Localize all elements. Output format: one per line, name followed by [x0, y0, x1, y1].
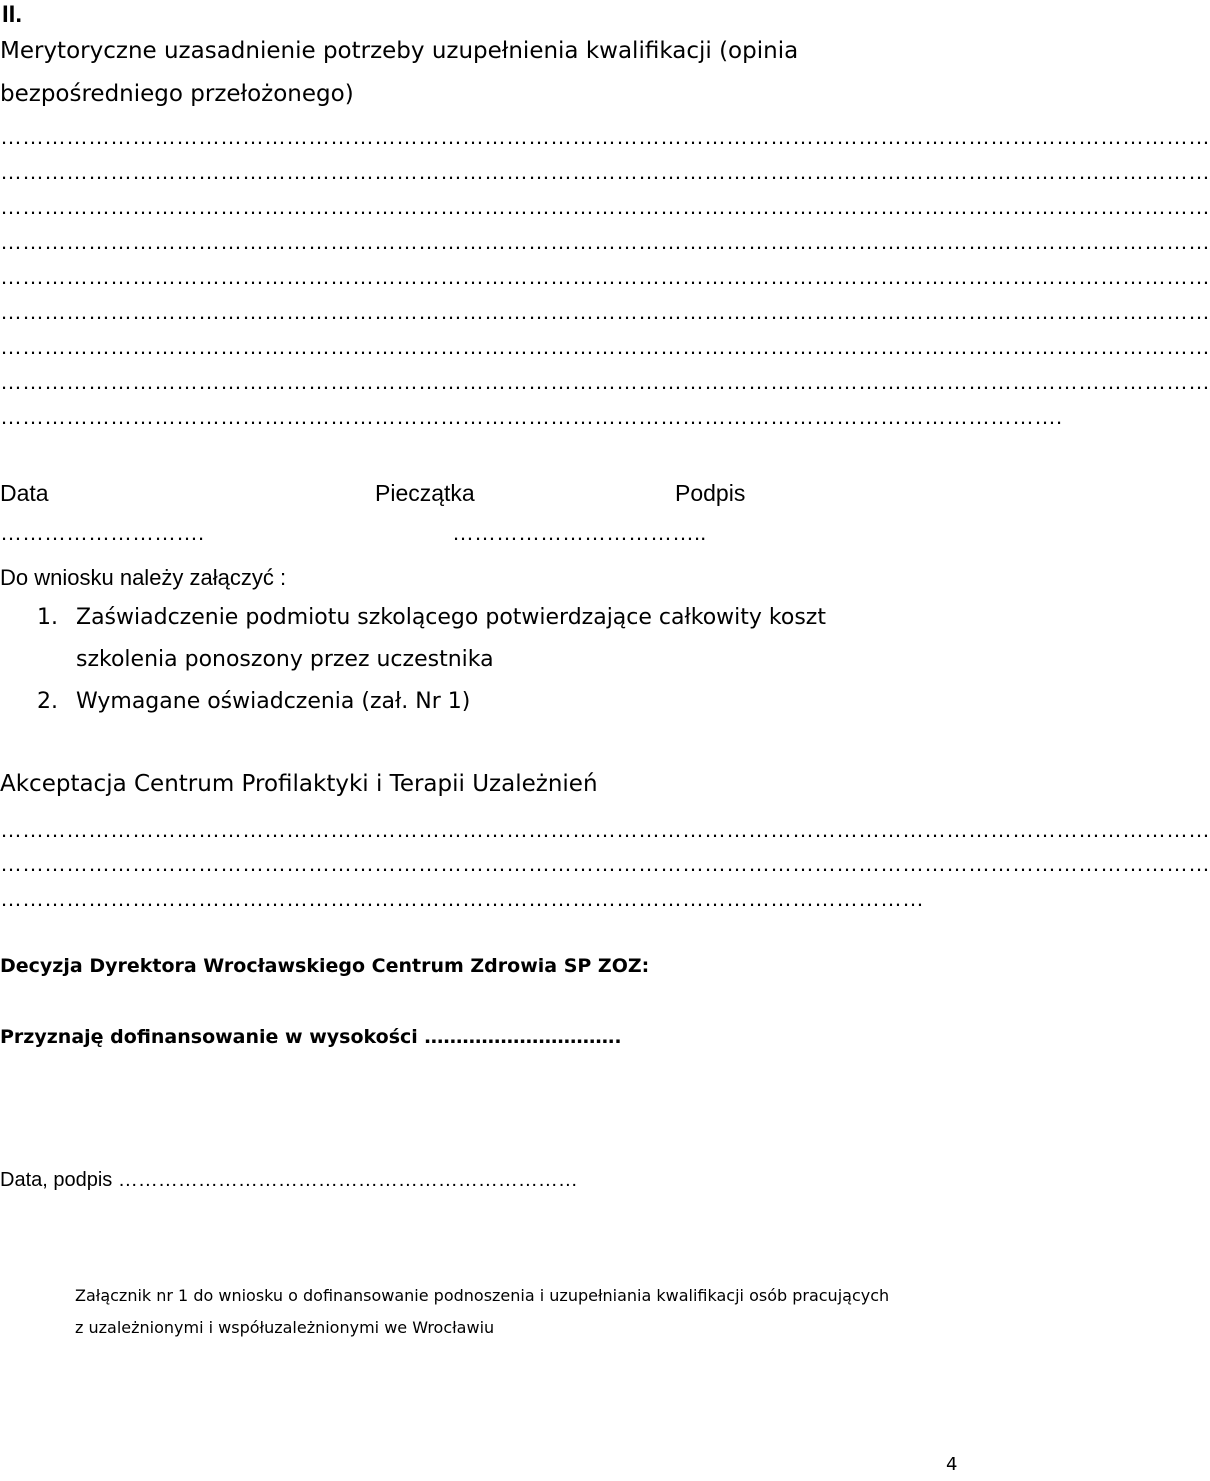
attachment-item-text: Zaświadczenie podmiotu szkolącego potwierdzające całkowity koszt	[76, 605, 826, 630]
opinion-line[interactable]: …………………………………………………………………………………………………………………………………………………	[0, 229, 1210, 254]
opinion-line[interactable]: …………………………………………………………………………………………………………………………………………………	[0, 334, 1210, 359]
opinion-line[interactable]: …………………………………………………………………………………………………………………………………………………	[0, 159, 1210, 184]
opinion-line[interactable]: …………………………………………………………………………………………………………………………………………………	[0, 264, 1210, 289]
grant-label: Przyznaję dofinansowanie w wysokości	[0, 1026, 425, 1048]
grant-text	[0, 1028, 622, 1047]
acceptance-line[interactable]: …………………………………………………………………………………………………………………………………………………	[0, 851, 1210, 876]
stamp-label: Pieczątka	[375, 480, 475, 506]
attachment-item-text: Wymagane oświadczenia (zał. Nr 1)	[76, 689, 471, 714]
attachment-item-number: 2.	[37, 689, 58, 714]
final-signature-dots[interactable]: ……………………………………………………………	[117, 1169, 578, 1191]
section-heading-line1: Merytoryczne uzasadnienie potrzeby uzupełnienia kwalifikacji (opinia	[0, 38, 799, 64]
signature-label: Podpis	[675, 480, 746, 506]
footer-note-line2: z uzależnionymi i współuzależnionymi we Wrocławiu	[75, 1318, 495, 1337]
footer-note-line1: Załącznik nr 1 do wniosku o dofinansowanie podnoszenia i uzupełniania kwalifikacji osób pracujących	[75, 1286, 890, 1305]
final-signature	[0, 1170, 578, 1190]
decision-heading: Decyzja Dyrektora Wrocławskiego Centrum Zdrowia SP ZOZ:	[0, 955, 650, 977]
opinion-line[interactable]: …………………………………………………………………………………………………………………………………………………	[0, 124, 1210, 149]
attachment-item-text-cont: szkolenia ponoszony przez uczestnika	[76, 647, 494, 672]
signature-dots[interactable]: ……………………………..	[452, 520, 707, 545]
final-signature-label: Data, podpis	[0, 1169, 118, 1191]
opinion-line[interactable]: ……………………………………………………………………………………………………………………………….	[0, 404, 1063, 429]
page-number: 4	[946, 1454, 958, 1475]
acceptance-line[interactable]: ………………………………………………………………………………………………………………	[0, 886, 924, 911]
date-dots[interactable]: ……………………….	[0, 520, 205, 545]
section-number: II.	[2, 1, 23, 28]
opinion-line[interactable]: …………………………………………………………………………………………………………………………………………………	[0, 194, 1210, 219]
opinion-line[interactable]: …………………………………………………………………………………………………………………………………………………	[0, 299, 1210, 324]
grant-amount-dots[interactable]: ………………………….	[424, 1026, 622, 1048]
date-label: Data	[0, 480, 49, 506]
acceptance-heading: Akceptacja Centrum Profilaktyki i Terapii Uzależnień	[0, 771, 598, 797]
attachments-intro: Do wniosku należy załączyć :	[0, 565, 287, 590]
opinion-line[interactable]: …………………………………………………………………………………………………………………………………………………	[0, 369, 1210, 394]
attachment-item-number: 1.	[37, 605, 58, 630]
section-heading-line2: bezpośredniego przełożonego)	[0, 81, 354, 107]
acceptance-line[interactable]: …………………………………………………………………………………………………………………………………………………	[0, 817, 1210, 842]
